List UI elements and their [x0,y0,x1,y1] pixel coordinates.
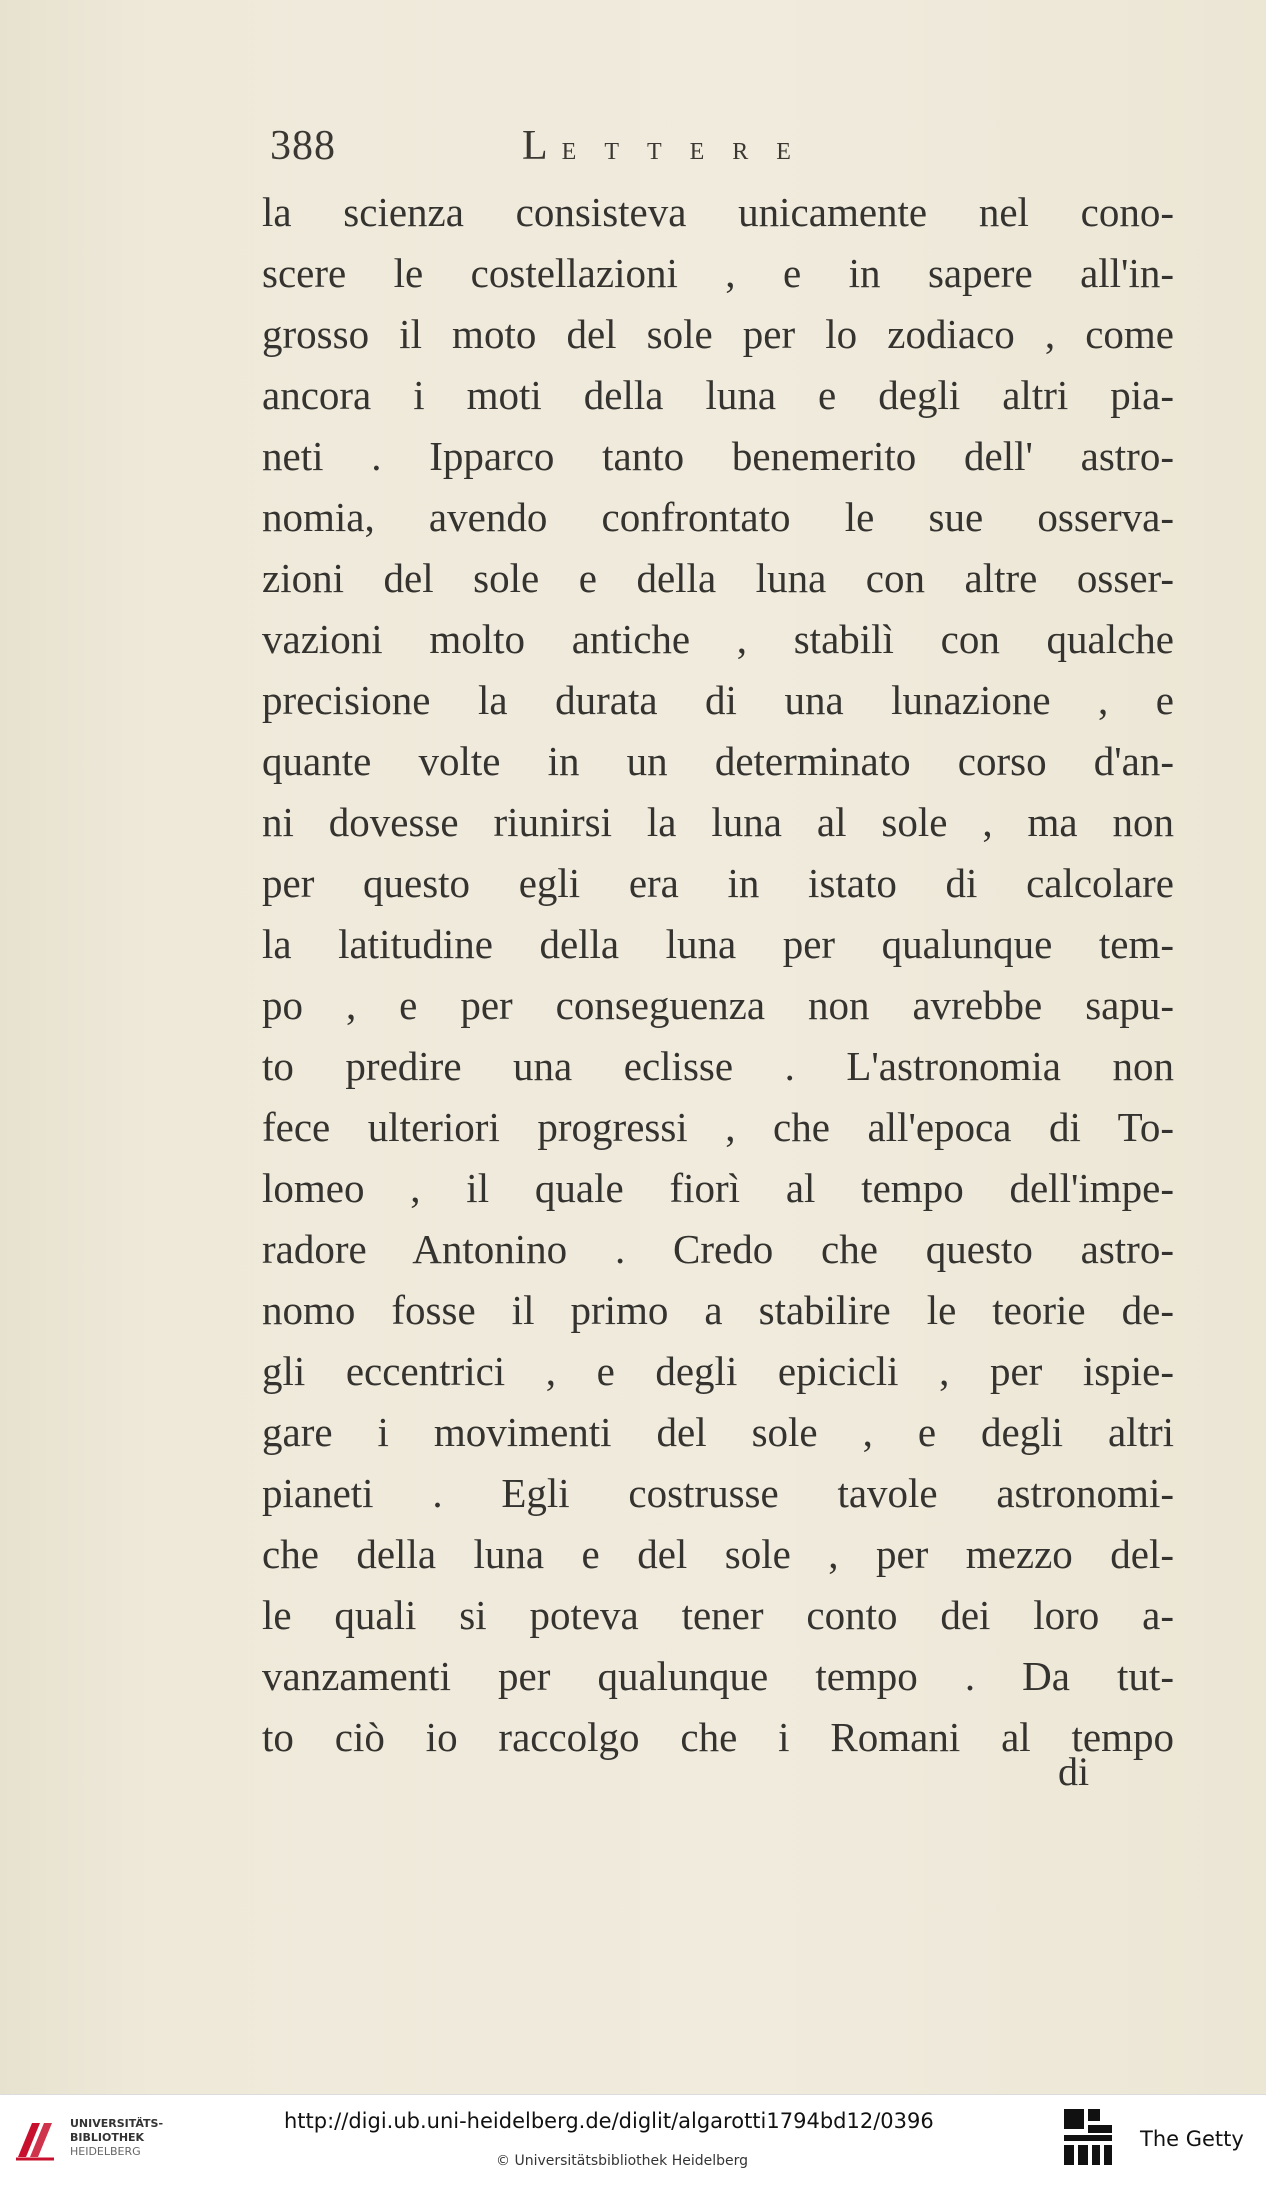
page-header [270,122,970,172]
library-name-line3: HEIDELBERG [70,2145,141,2158]
page-number: 388 [270,123,336,169]
library-logo-icon [10,2115,60,2165]
text-line: la latitudine della luna per qualunque tem- [262,921,1174,967]
text-line: gli eccentrici , e degli epicicli , per ispie- [262,1348,1174,1394]
text-line: vanzamenti per qualunque tempo . Da tut- [262,1653,1174,1699]
library-logo[interactable] [10,2111,164,2169]
body-text [262,182,1174,1768]
text-line: grosso il moto del sole per lo zodiaco , come [262,311,1174,357]
text-line: ni dovesse riunirsi la luna al sole , ma non [262,799,1174,845]
text-line: neti . Ipparco tanto benemerito dell' astro- [262,433,1174,479]
text-line: ancora i moti della luna e degli altri pia- [262,372,1174,418]
text-line: to ciò io raccolgo che i Romani al tempo [262,1714,1174,1760]
library-name [70,2117,163,2159]
catchword: di [1058,1749,1090,1794]
text-line: nomia, avendo confrontato le sue osserva- [262,494,1174,540]
text-line: quante volte in un determinato corso d'an- [262,738,1174,784]
text-line: fece ulteriori progressi , che all'epoca di To- [262,1104,1174,1150]
getty-logo-icon [1062,2107,1116,2169]
text-line: zioni del sole e della luna con altre osser- [262,555,1174,601]
permalink-url[interactable]: http://digi.ub.uni-heidelberg.de/diglit/algarotti1794bd12/0396 [284,2109,934,2133]
viewer-footer [0,2094,1266,2185]
text-line: pianeti . Egli costrusse tavole astronomi- [262,1470,1174,1516]
running-title-rest: ETTERE [561,139,819,165]
running-title-initial: L [522,123,548,169]
text-line: lomeo , il quale fiorì al tempo dell'impe- [262,1165,1174,1211]
text-line: scere le costellazioni , e in sapere all'in- [262,250,1174,296]
text-line: nomo fosse il primo a stabilire le teorie de- [262,1287,1174,1333]
text-line: to predire una eclisse . L'astronomia non [262,1043,1174,1089]
partner-name: The Getty [1140,2127,1244,2151]
library-name-line1: UNIVERSITÄTS- [70,2117,164,2130]
text-line: vazioni molto antiche , stabilì con qualche [262,616,1174,662]
copyright-notice: © Universitätsbibliothek Heidelberg [496,2153,749,2169]
library-name-line2: BIBLIOTHEK [70,2131,145,2144]
text-line: po , e per conseguenza non avrebbe sapu- [262,982,1174,1028]
text-line: per questo egli era in istato di calcolare [262,860,1174,906]
text-line: radore Antonino . Credo che questo astro- [262,1226,1174,1272]
text-line: che della luna e del sole , per mezzo del- [262,1531,1174,1577]
text-line: precisione la durata di una lunazione , e [262,677,1174,723]
text-line: le quali si poteva tener conto dei loro a- [262,1592,1174,1638]
text-line: la scienza consisteva unicamente nel cono- [262,189,1174,235]
running-title [522,122,819,170]
text-line: gare i movimenti del sole , e degli altri [262,1409,1174,1455]
partner-logo[interactable] [1062,2107,1262,2177]
